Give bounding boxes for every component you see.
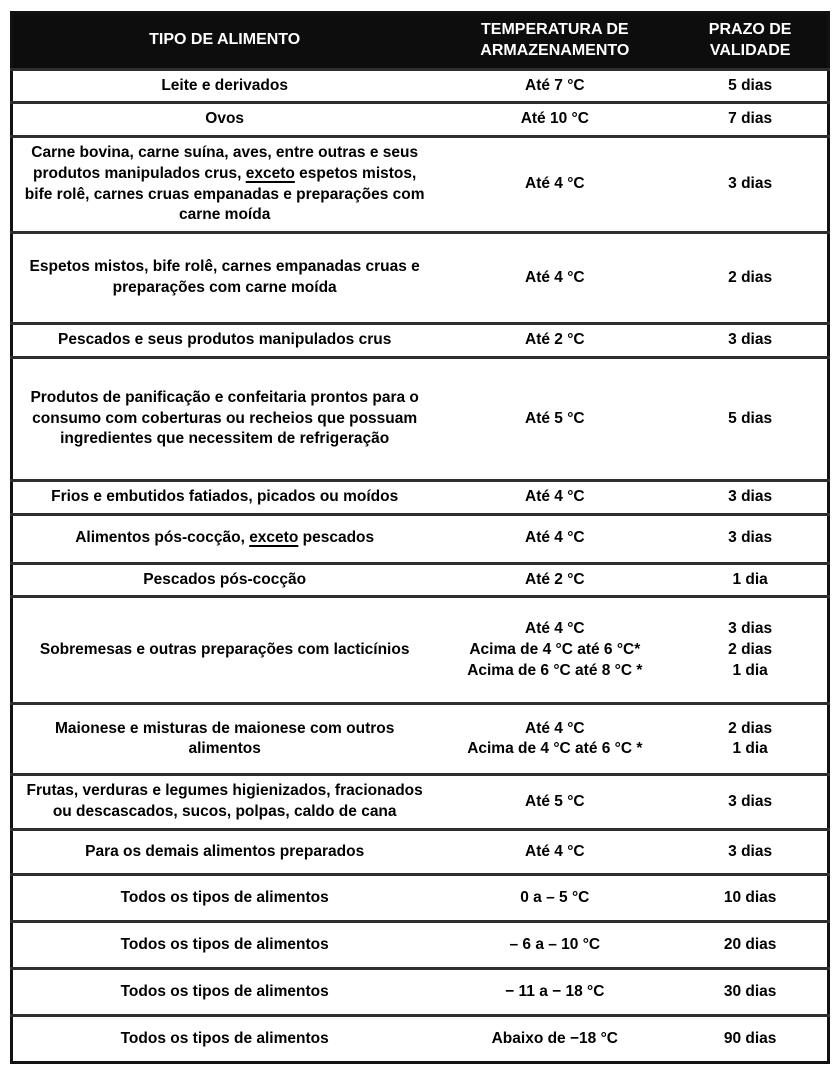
table-row [12,597,829,704]
table-row [12,324,829,358]
table-row [12,875,829,922]
food-type-cell: Todos os tipos de alimentos [12,875,437,922]
validity-cell: 3 dias [673,137,828,233]
table-row [12,969,829,1016]
table-row [12,563,829,597]
table-row [12,357,829,480]
food-type-cell: Carne bovina, carne suína, aves, entre outras e seus produtos manipulados crus, exceto espetos mistos, bife rolê, carnes cruas empanadas e preparações com carne moída [12,137,437,233]
food-type-cell: Todos os tipos de alimentos [12,969,437,1016]
temperature-cell: Abaixo de −18 °C [436,1016,673,1063]
temperature-cell: Até 10 °C [436,103,673,137]
table-row [12,704,829,775]
temperature-cell: Até 4 °C Acima de 4 °C até 6 °C* Acima de 6 °C até 8 °C * [436,597,673,704]
temperature-cell: 0 a – 5 °C [436,875,673,922]
temperature-cell: Até 4 °C [436,514,673,563]
temperature-cell: Até 4 °C [436,830,673,875]
food-type-cell: Produtos de panificação e confeitaria prontos para o consumo com coberturas ou recheios que possuam ingredientes que necessitem de refrigeração [12,357,437,480]
food-type-cell: Todos os tipos de alimentos [12,922,437,969]
table-row [12,480,829,514]
table-row [12,830,829,875]
temperature-cell: Até 5 °C [436,775,673,830]
food-type-cell: Ovos [12,103,437,137]
validity-cell: 20 dias [673,922,828,969]
validity-cell: 30 dias [673,969,828,1016]
temperature-cell: Até 4 °C [436,137,673,233]
temperature-cell: Até 7 °C [436,69,673,103]
food-type-cell: Todos os tipos de alimentos [12,1016,437,1063]
temperature-cell: Até 4 °C [436,480,673,514]
food-type-cell: Pescados e seus produtos manipulados crus [12,324,437,358]
header-row [12,13,829,70]
table-row [12,233,829,324]
validity-cell: 3 dias [673,324,828,358]
table-row [12,922,829,969]
validity-cell: 3 dias 2 dias 1 dia [673,597,828,704]
temperature-cell: Até 5 °C [436,357,673,480]
food-type-cell: Leite e derivados [12,69,437,103]
validity-cell: 7 dias [673,103,828,137]
header-food-type: TIPO DE ALIMENTO [12,13,437,70]
table-row [12,1016,829,1063]
validity-cell: 1 dia [673,563,828,597]
food-type-cell: Sobremesas e outras preparações com lacticínios [12,597,437,704]
validity-cell: 3 dias [673,830,828,875]
header-validity-period: PRAZO DE VALIDADE [673,13,828,70]
validity-cell: 3 dias [673,775,828,830]
temperature-cell: – 6 a – 10 °C [436,922,673,969]
food-type-cell: Alimentos pós-cocção, exceto pescados [12,514,437,563]
table-row [12,69,829,103]
food-type-cell: Maionese e misturas de maionese com outros alimentos [12,704,437,775]
validity-cell: 2 dias [673,233,828,324]
validity-cell: 10 dias [673,875,828,922]
temperature-cell: Até 4 °C Acima de 4 °C até 6 °C * [436,704,673,775]
temperature-cell: Até 4 °C [436,233,673,324]
temperature-cell: − 11 a − 18 °C [436,969,673,1016]
food-type-cell: Espetos mistos, bife rolê, carnes empanadas cruas e preparações com carne moída [12,233,437,324]
validity-cell: 3 dias [673,514,828,563]
table-row [12,103,829,137]
validity-cell: 5 dias [673,69,828,103]
temperature-cell: Até 2 °C [436,563,673,597]
validity-cell: 2 dias 1 dia [673,704,828,775]
food-storage-table [10,11,830,1064]
validity-cell: 5 dias [673,357,828,480]
food-type-cell: Frios e embutidos fatiados, picados ou moídos [12,480,437,514]
food-type-cell: Para os demais alimentos preparados [12,830,437,875]
table-row [12,514,829,563]
table-row [12,137,829,233]
validity-cell: 90 dias [673,1016,828,1063]
temperature-cell: Até 2 °C [436,324,673,358]
validity-cell: 3 dias [673,480,828,514]
food-type-cell: Pescados pós-cocção [12,563,437,597]
food-type-cell: Frutas, verduras e legumes higienizados, fracionados ou descascados, sucos, polpas, caldo de cana [12,775,437,830]
table-row [12,775,829,830]
header-storage-temperature: TEMPERATURA DE ARMAZENAMENTO [436,13,673,70]
table-body [12,69,829,1062]
